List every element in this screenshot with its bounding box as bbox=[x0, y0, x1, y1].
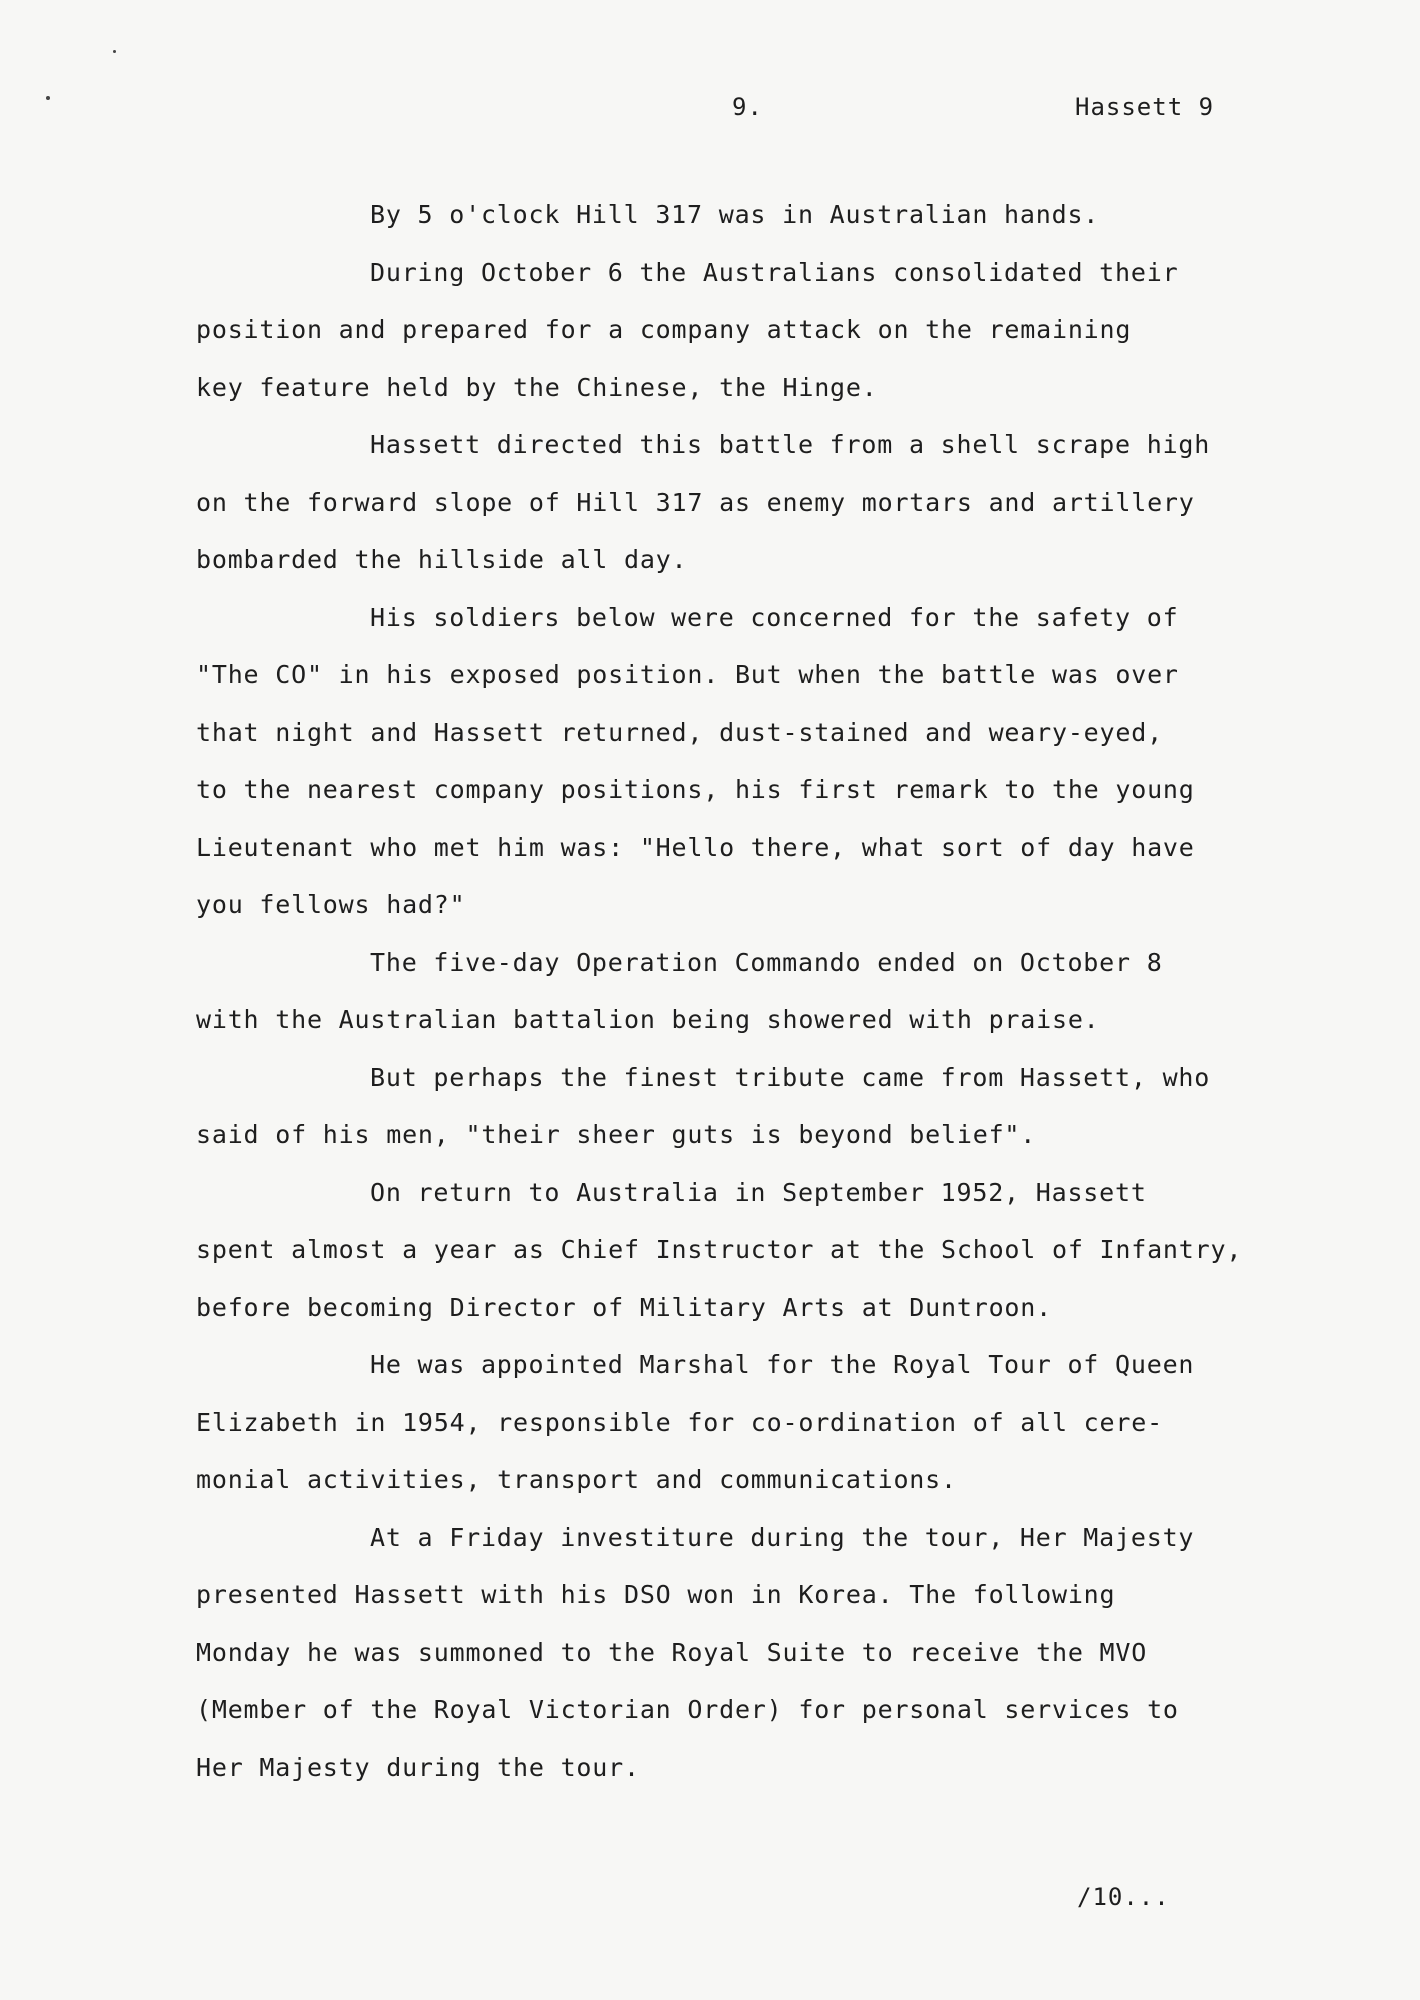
text-line: on the forward slope of Hill 317 as enemy mortars and artillery bbox=[196, 487, 1195, 517]
text-line: "The CO" in his exposed position. But when the battle was over bbox=[196, 660, 1179, 689]
text-line: By 5 o'clock Hill 317 was in Australian hands. bbox=[370, 200, 1100, 229]
text-line: said of his men, "their sheer guts is beyond belief". bbox=[196, 1120, 1037, 1149]
text-line: you fellows had?" bbox=[196, 890, 466, 919]
running-head: Hassett 9 bbox=[1075, 93, 1215, 121]
text-line: On return to Australia in September 1952, Hassett bbox=[370, 1177, 1147, 1207]
text-line: During October 6 the Australians consolidated their bbox=[370, 257, 1179, 287]
paper-speck bbox=[113, 50, 116, 53]
text-line: (Member of the Royal Victorian Order) for personal services to bbox=[196, 1695, 1179, 1724]
continuation-marker: /10... bbox=[1077, 1883, 1170, 1911]
text-line: He was appointed Marshal for the Royal Tour of Queen bbox=[370, 1350, 1195, 1379]
text-line: At a Friday investiture during the tour, Her Majesty bbox=[370, 1522, 1195, 1552]
text-line: monial activities, transport and communications. bbox=[196, 1465, 957, 1494]
text-line: position and prepared for a company attack on the remaining bbox=[196, 315, 1132, 344]
text-line: that night and Hassett returned, dust-stained and weary-eyed, bbox=[196, 717, 1163, 747]
text-line: before becoming Director of Military Arts at Duntroon. bbox=[196, 1292, 1052, 1322]
text-line: But perhaps the finest tribute came from Hassett, who bbox=[370, 1062, 1211, 1092]
page-number: 9. bbox=[732, 93, 763, 121]
text-line: His soldiers below were concerned for the safety of bbox=[370, 602, 1179, 632]
text-line: bombarded the hillside all day. bbox=[196, 545, 688, 574]
text-line: with the Australian battalion being showered with praise. bbox=[196, 1005, 1100, 1034]
body-text bbox=[196, 200, 1336, 1810]
text-line: Lieutenant who met him was: "Hello there, what sort of day have bbox=[196, 832, 1195, 862]
text-line: spent almost a year as Chief Instructor at the School of Infantry, bbox=[196, 1235, 1243, 1264]
text-line: Elizabeth in 1954, responsible for co-ordination of all cere- bbox=[196, 1407, 1163, 1437]
text-line: Monday he was summoned to the Royal Suite to receive the MVO bbox=[196, 1637, 1148, 1667]
text-line: to the nearest company positions, his first remark to the young bbox=[196, 775, 1195, 804]
paper-speck bbox=[46, 96, 50, 100]
text-line: key feature held by the Chinese, the Hinge. bbox=[196, 372, 878, 402]
text-line: The five-day Operation Commando ended on October 8 bbox=[370, 947, 1163, 977]
text-line: Hassett directed this battle from a shell scrape high bbox=[370, 430, 1211, 459]
text-line: Her Majesty during the tour. bbox=[196, 1752, 640, 1782]
text-line: presented Hassett with his DSO won in Korea. The following bbox=[196, 1580, 1116, 1609]
